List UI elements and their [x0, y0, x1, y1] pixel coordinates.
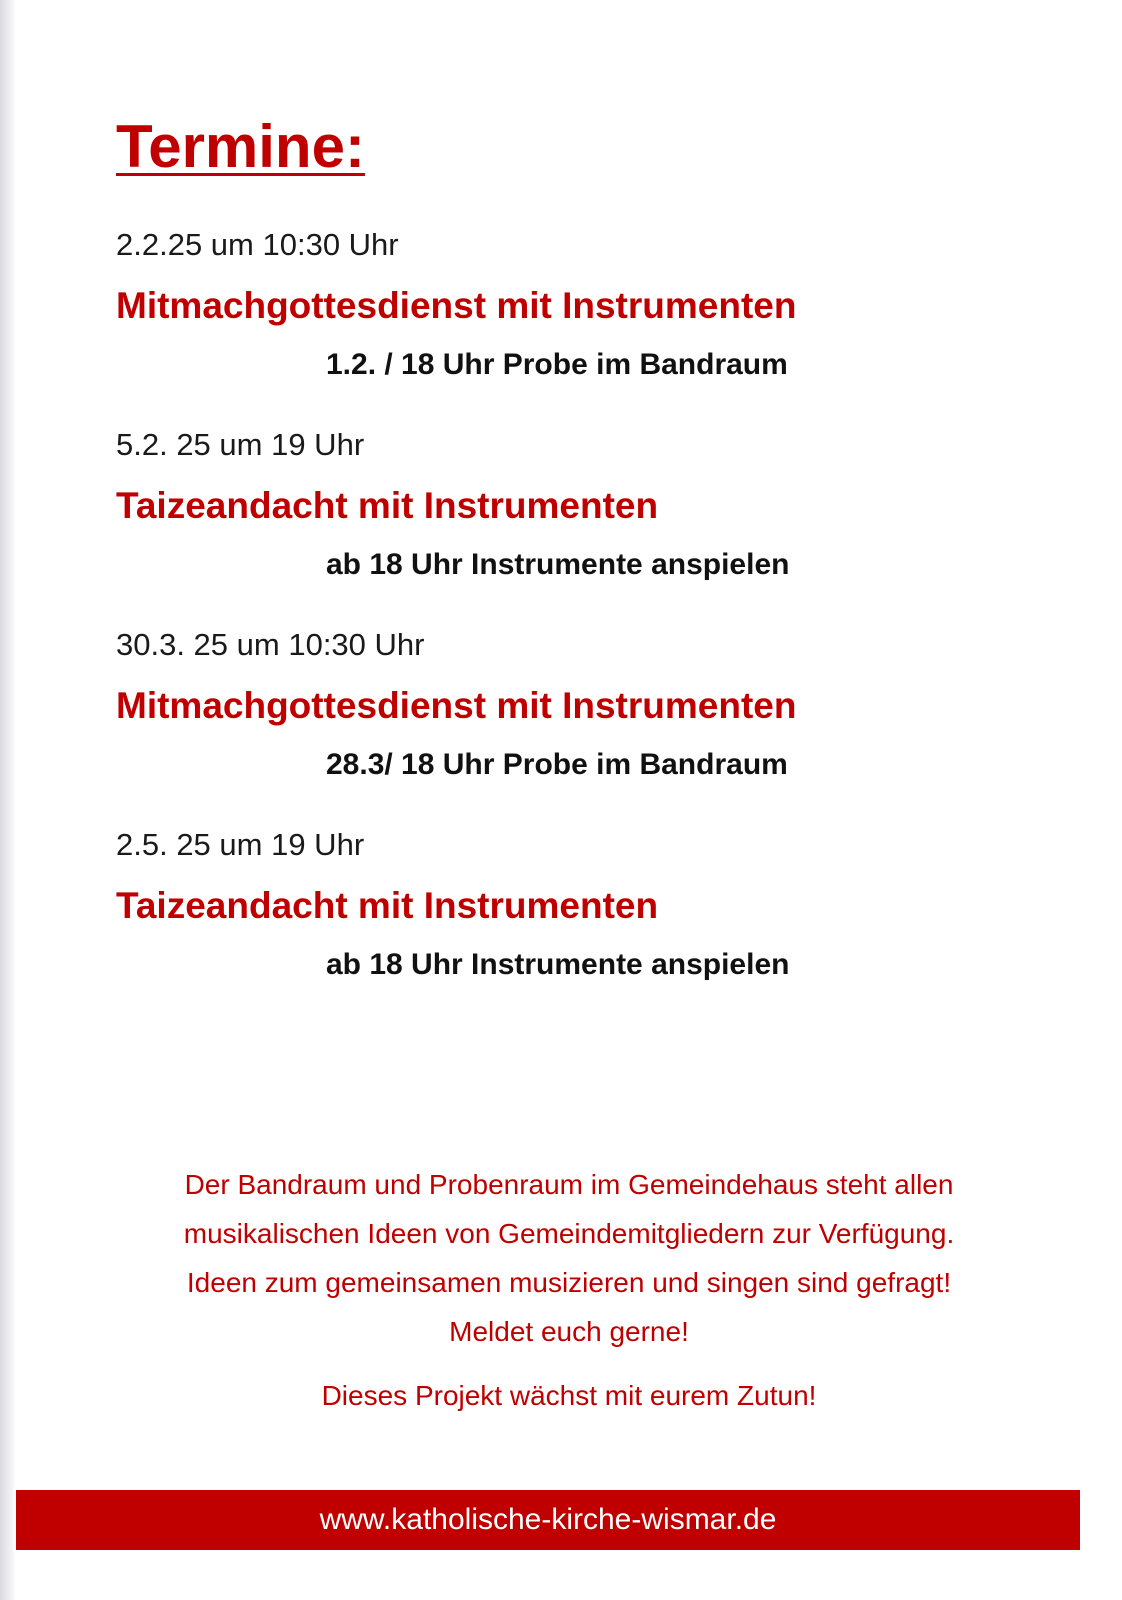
info-line: Der Bandraum und Probenraum im Gemeindehaus steht allen: [184, 1169, 954, 1200]
footer-bar: [16, 1490, 1080, 1550]
page-left-edge: [0, 0, 16, 1600]
page-title: Termine:: [116, 113, 365, 180]
event-3: [116, 625, 1016, 795]
event-name: Taizeandacht mit Instrumenten: [116, 485, 659, 526]
event-name: Mitmachgottesdienst mit Instrumenten: [116, 685, 797, 726]
event-4: [116, 825, 1016, 995]
info-line: musikalischen Ideen von Gemeindemitgliedern zur Verfügung.: [183, 1218, 955, 1249]
event-1: [116, 225, 1016, 395]
event-note: ab 18 Uhr Instrumente anspielen: [326, 548, 790, 581]
event-date: 2.2.25 um 10:30 Uhr: [116, 227, 399, 262]
event-2: [116, 425, 1016, 595]
event-date: 5.2. 25 um 19 Uhr: [116, 427, 365, 462]
info-line: Ideen zum gemeinsamen musizieren und singen sind gefragt!: [186, 1267, 952, 1298]
event-note: 28.3/ 18 Uhr Probe im Bandraum: [326, 748, 788, 781]
event-date: 2.5. 25 um 19 Uhr: [116, 827, 365, 862]
event-date: 30.3. 25 um 10:30 Uhr: [116, 627, 425, 662]
footer-url-link[interactable]: www.katholische-kirche-wismar.de: [319, 1503, 777, 1536]
info-closing-line: Dieses Projekt wächst mit eurem Zutun!: [321, 1380, 817, 1411]
flyer-page: [16, 0, 1122, 1600]
event-note: 1.2. / 18 Uhr Probe im Bandraum: [326, 348, 788, 381]
event-note: ab 18 Uhr Instrumente anspielen: [326, 948, 790, 981]
info-text-block: [16, 1160, 1122, 1416]
event-name: Taizeandacht mit Instrumenten: [116, 885, 659, 926]
event-name: Mitmachgottesdienst mit Instrumenten: [116, 285, 797, 326]
info-line: Meldet euch gerne!: [449, 1316, 689, 1347]
